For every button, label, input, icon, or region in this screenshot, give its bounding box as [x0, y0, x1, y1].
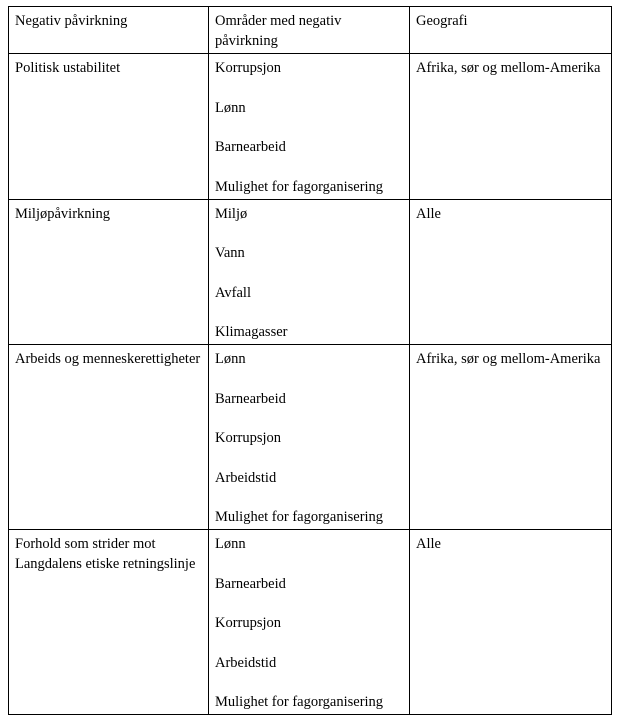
- area-item: Arbeidstid: [215, 469, 277, 486]
- area-item: Lønn: [215, 536, 246, 552]
- impact-cell: Forhold som strider mot Langdalens etiske retningslinje: [9, 530, 209, 715]
- header-cell-geography: Geografi: [410, 7, 612, 54]
- impact-cell: Politisk ustabilitet: [9, 54, 209, 200]
- geography-cell: Alle: [410, 530, 612, 715]
- area-item: Mulighet for fagorganisering: [215, 694, 384, 710]
- area-item: Mulighet for fagorganisering: [215, 509, 384, 525]
- table-row: [9, 345, 612, 530]
- geography-cell: Alle: [410, 199, 612, 345]
- areas-cell: [209, 345, 410, 530]
- table-header-row: [9, 7, 612, 54]
- table-row: [9, 199, 612, 345]
- area-item: Avfall: [215, 284, 251, 301]
- area-item: Korrupsjon: [215, 430, 282, 446]
- impact-cell: Miljøpåvirkning: [9, 199, 209, 345]
- areas-cell: [209, 199, 410, 345]
- area-item: Korrupsjon: [215, 60, 282, 76]
- table-row: [9, 530, 612, 715]
- impact-table: [8, 6, 612, 715]
- header-cell-areas: Områder med negativ påvirkning: [209, 7, 410, 54]
- area-item: Barnearbeid: [215, 390, 286, 407]
- areas-cell: [209, 530, 410, 715]
- table-row: [9, 54, 612, 200]
- area-item: Mulighet for fagorganisering: [215, 178, 384, 195]
- area-item: Lønn: [215, 99, 246, 116]
- area-item: Korrupsjon: [215, 615, 282, 631]
- area-item: Klimagasser: [215, 324, 288, 340]
- areas-cell: [209, 54, 410, 200]
- area-item: Arbeidstid: [215, 654, 277, 671]
- area-item: Vann: [215, 245, 245, 261]
- area-item: Lønn: [215, 351, 246, 367]
- header-cell-impact: Negativ påvirkning: [9, 7, 209, 54]
- area-item: Miljø: [215, 205, 248, 222]
- geography-cell: Afrika, sør og mellom-Amerika: [410, 54, 612, 200]
- impact-cell: Arbeids og menneskerettigheter: [9, 345, 209, 530]
- geography-cell: Afrika, sør og mellom-Amerika: [410, 345, 612, 530]
- area-item: Barnearbeid: [215, 575, 286, 592]
- area-item: Barnearbeid: [215, 139, 286, 155]
